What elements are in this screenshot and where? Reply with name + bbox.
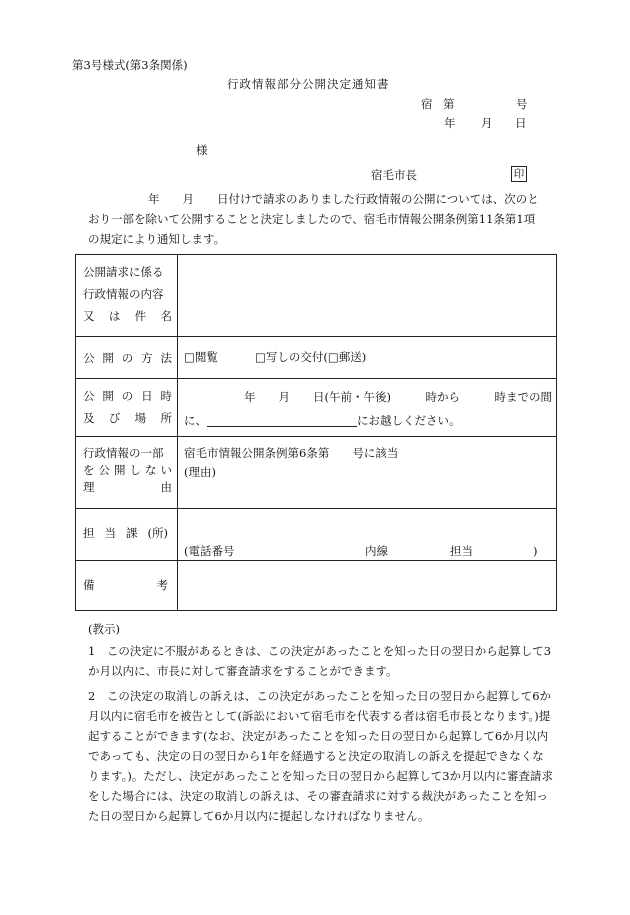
label-request-content: 公開請求に係る 行政情報の内容 又 は 件 名 bbox=[76, 255, 178, 337]
close-paren: ) bbox=[533, 544, 538, 558]
row-datetime-place bbox=[76, 379, 557, 437]
person-label: 担当 bbox=[450, 544, 473, 558]
doc-number-suffix: 号 bbox=[516, 97, 528, 111]
row-disclosure-method bbox=[76, 337, 557, 379]
row-partial-reason bbox=[76, 437, 557, 509]
checkbox-copy[interactable] bbox=[255, 350, 266, 364]
row-department bbox=[76, 509, 557, 561]
date-year: 年 bbox=[444, 116, 456, 130]
phone-label: (電話番号 bbox=[184, 544, 235, 558]
remarks-field[interactable] bbox=[178, 561, 557, 611]
place-line: に、 にお越しください。 bbox=[184, 413, 461, 428]
form-number: 第3号様式(第3条関係) bbox=[72, 58, 188, 72]
place-blank[interactable] bbox=[207, 414, 357, 427]
datetime-line: 年 月 日(午前・午後) 時から 時までの間 bbox=[244, 390, 552, 404]
sender-name: 宿毛市長 bbox=[371, 168, 417, 182]
option-viewing[interactable]: □ 閲覧 bbox=[184, 352, 218, 364]
intro-line-1: 年 月 日付けで請求のありました行政情報の公開については、次のと bbox=[148, 192, 539, 206]
reason-label: (理由) bbox=[184, 465, 216, 479]
intro-line-3: の規定により通知します。 bbox=[88, 232, 226, 246]
extension-label: 内線 bbox=[365, 544, 388, 558]
intro-line-2: おり一部を除いて公開することと決定しましたので、宿毛市情報公開条例第11条第1項 bbox=[88, 212, 536, 226]
reason-article: 宿毛市情報公開条例第6条第 号に該当 bbox=[184, 446, 399, 460]
doc-number-mid: 第 bbox=[443, 97, 455, 111]
label-remarks: 備 考 bbox=[76, 561, 178, 611]
date-day: 日 bbox=[515, 116, 527, 130]
request-content-field[interactable] bbox=[178, 255, 557, 337]
addressee-suffix: 様 bbox=[196, 143, 208, 157]
notes-heading: (教示) bbox=[88, 622, 120, 636]
label-disclosure-method: 公 開 の 方 法 bbox=[76, 337, 178, 379]
document-title: 行政情報部分公開決定通知書 bbox=[227, 77, 390, 91]
note-item-1: 1 この決定に不服があるときは、この決定があったことを知った日の翌日から起算して3か月以内に、市長に対して審査請求をすることができます。 bbox=[88, 644, 552, 678]
doc-number-prefix: 宿 bbox=[421, 97, 433, 111]
row-remarks bbox=[76, 561, 557, 611]
seal-mark: 印 bbox=[511, 166, 527, 182]
checkbox-mail[interactable] bbox=[328, 350, 339, 364]
label-partial-reason: 行政情報の一部 を 公 開 し な い 理 由 bbox=[76, 437, 178, 509]
row-request-content bbox=[76, 255, 557, 337]
label-datetime-place: 公 開 の 日 時 及 び 場 所 bbox=[76, 379, 178, 437]
label-department: 担 当 課 (所) bbox=[76, 509, 178, 561]
form-table bbox=[75, 254, 557, 611]
note-item-2: 2 この決定の取消しの訴えは、この決定があったことを知った日の翌日から起算して6か月以内に宿毛市を被告として(訴訟において宿毛市を代表する者は宿毛市長となります。)提起することができます(なお、決定があったことを知った日の翌日から起算して6か月以内であっても、決定の日の翌日から1年を経過すると決定の取消しの訴えを提起できなくなります。)。ただし、決定があったことを知った日の翌日から起算して3か月以内に審査請求をした場合には、決定の取消しの訴えは、その審査請求に対する裁決があったことを知った日の翌日から起算して6か月以内に提起しなければなりません。 bbox=[88, 689, 554, 823]
date-month: 月 bbox=[481, 116, 493, 130]
option-copy[interactable]: □ 写しの交付(□ 郵送) bbox=[255, 352, 366, 364]
checkbox-viewing[interactable] bbox=[184, 350, 195, 364]
